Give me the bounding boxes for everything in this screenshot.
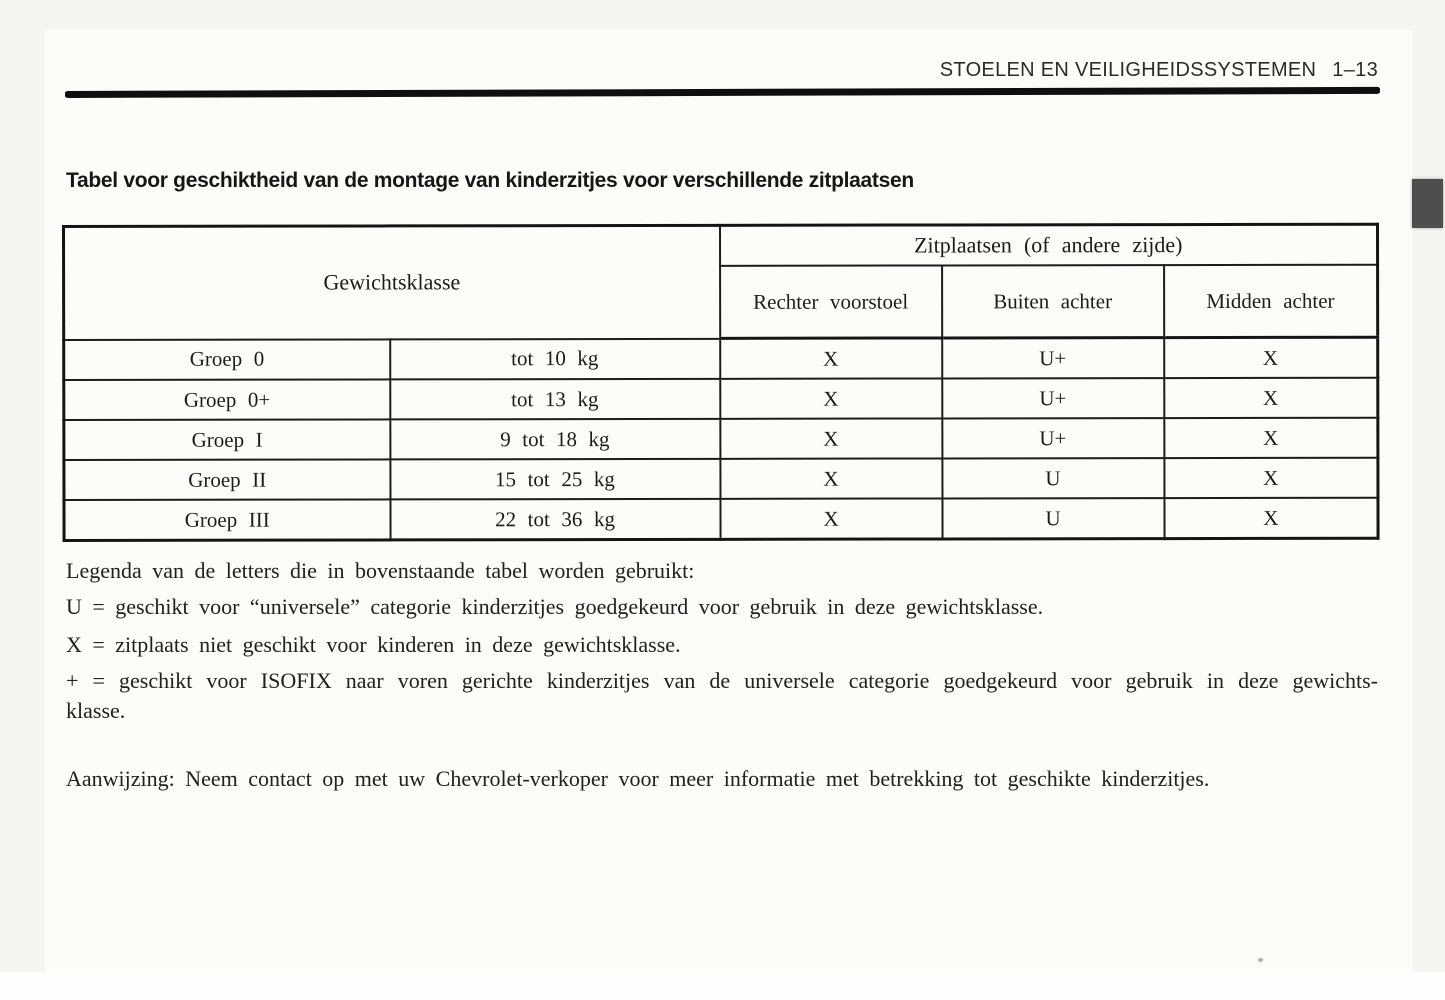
running-header (940, 58, 1378, 82)
group-cell: Groep III (64, 499, 390, 540)
value-cell: X (720, 338, 942, 379)
value-cell: X (720, 498, 942, 539)
chapter-title: STOELEN EN VEILIGHEIDSSYSTEMEN (939, 59, 1317, 81)
group-cell: Groep II (64, 459, 390, 500)
weight-cell: 15 tot 25 kg (390, 459, 720, 500)
value-cell: U (942, 458, 1164, 498)
scan-bottom-margin (0, 972, 1445, 1000)
col-header-rear-outer: Buiten achter (942, 265, 1164, 338)
weight-cell: tot 13 kg (390, 379, 720, 420)
value-cell: X (1164, 458, 1378, 498)
value-cell: U+ (942, 418, 1164, 458)
value-cell: U+ (942, 378, 1164, 418)
table-row (64, 378, 1378, 420)
value-cell: U+ (942, 338, 1164, 379)
legend-plus-line-2: klasse. (66, 698, 126, 723)
legend-u-line: U = geschikt voor “universele” categorie kinderzitjes goedgekeurd voor gebruik in deze gewichtsklasse. (66, 594, 1044, 619)
table-row (64, 498, 1378, 541)
scan-speck (1258, 958, 1263, 962)
value-cell: X (720, 458, 942, 498)
col-header-rear-middle: Midden achter (1164, 265, 1378, 338)
group-cell: Groep 0 (64, 339, 390, 380)
legend-x-line: X = zitplaats niet geschikt voor kinderen in deze gewichtsklasse. (66, 632, 681, 657)
value-cell: X (1164, 337, 1378, 378)
value-cell: X (1164, 498, 1378, 539)
value-cell: U (942, 498, 1164, 539)
col-header-front-right-seat: Rechter voorstoel (720, 265, 942, 338)
legend-plus-line (66, 666, 1378, 726)
col-header-weight-class: Gewichtsklasse (64, 225, 720, 339)
col-header-seating-positions: Zitplaatsen (of andere zijde) (720, 224, 1378, 266)
legend-plus-line-1: + = geschikt voor ISOFIX naar voren gerichte kinderzitjes van de universele categorie goedgekeurd voor gebruik in deze gewichts- (66, 668, 1378, 693)
page-number: 1–13 (1332, 59, 1378, 81)
dealer-note: Aanwijzing: Neem contact op met uw Chevrolet-verkoper voor meer informatie met betrekking tot geschikte kinderzitjes. (66, 766, 1210, 791)
table-title: Tabel voor geschiktheid van de montage van kinderzitjes voor verschillende zitplaatsen (66, 169, 914, 192)
value-cell: X (720, 418, 942, 458)
weight-cell: 22 tot 36 kg (390, 499, 720, 540)
chapter-edge-tab-marker (1412, 179, 1443, 228)
table-row (64, 458, 1378, 500)
value-cell: X (720, 378, 942, 418)
group-cell: Groep I (64, 419, 390, 460)
weight-cell: tot 10 kg (390, 338, 720, 379)
weight-cell: 9 tot 18 kg (390, 419, 720, 460)
table-row (64, 337, 1378, 380)
value-cell: X (1164, 378, 1378, 418)
group-cell: Groep 0+ (64, 379, 390, 420)
child-seat-suitability-table (62, 223, 1380, 542)
legend-intro: Legenda van de letters die in bovenstaande tabel worden gebruikt: (66, 558, 695, 583)
table-row (64, 418, 1378, 460)
value-cell: X (1164, 418, 1378, 458)
table-header-row-top (64, 224, 1378, 267)
